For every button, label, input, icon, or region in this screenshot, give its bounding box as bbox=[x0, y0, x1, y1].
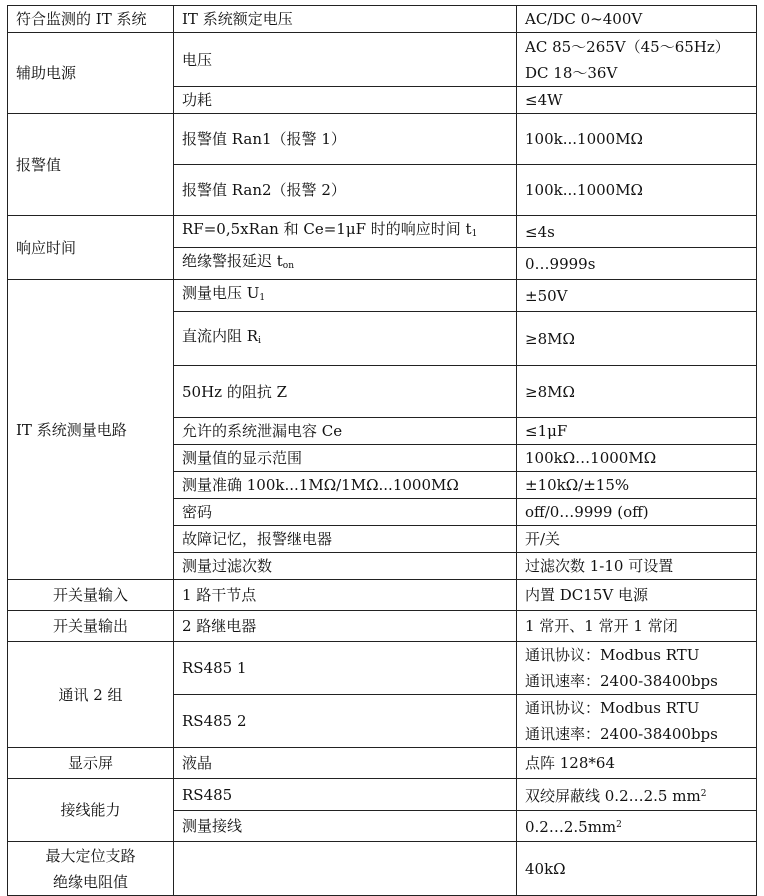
table-row bbox=[8, 842, 757, 896]
param-cell bbox=[174, 280, 517, 312]
param-cell bbox=[174, 312, 517, 366]
category-cell: 通讯 2 组 bbox=[8, 642, 174, 748]
param-cell: 密码 bbox=[174, 499, 517, 526]
value-cell: 1 常开、1 常开 1 常闭 bbox=[517, 611, 757, 642]
category-cell: 辅助电源 bbox=[8, 33, 174, 114]
value-line: AC 85～265V（45～65Hz） bbox=[525, 37, 730, 56]
value-cell bbox=[517, 642, 757, 695]
value-cell: 内置 DC15V 电源 bbox=[517, 580, 757, 611]
value-line: 通讯协议：Modbus RTU bbox=[525, 646, 700, 664]
param-cell: 电压 bbox=[174, 33, 517, 87]
param-cell: 报警值 Ran1（报警 1） bbox=[174, 114, 517, 165]
param-text: RF=0,5xRan 和 Ce=1μF 时的响应时间 t bbox=[182, 220, 472, 238]
value-cell: 0…9999s bbox=[517, 248, 757, 280]
param-cell: 液晶 bbox=[174, 748, 517, 779]
param-cell: 故障记忆，报警继电器 bbox=[174, 526, 517, 553]
value-cell: 100k...1000MΩ bbox=[517, 165, 757, 216]
value-cell: 过滤次数 1-10 可设置 bbox=[517, 553, 757, 580]
value-cell bbox=[517, 33, 757, 87]
param-subscript: 1 bbox=[259, 293, 266, 303]
category-cell: 响应时间 bbox=[8, 216, 174, 280]
category-cell: 接线能力 bbox=[8, 779, 174, 842]
value-cell: 点阵 128*64 bbox=[517, 748, 757, 779]
value-cell: 开/关 bbox=[517, 526, 757, 553]
value-cell: ≤4W bbox=[517, 87, 757, 114]
param-text: 直流内阻 R bbox=[182, 327, 259, 345]
category-line: 绝缘电阻值 bbox=[52, 872, 128, 891]
param-cell: 测量接线 bbox=[174, 811, 517, 842]
param-text: 绝缘警报延迟 t bbox=[182, 252, 283, 270]
value-cell: ≤1μF bbox=[517, 418, 757, 445]
category-cell bbox=[8, 842, 174, 896]
value-cell bbox=[517, 779, 757, 811]
value-cell: 100k...1000MΩ bbox=[517, 114, 757, 165]
value-cell: ≤4s bbox=[517, 216, 757, 248]
value-line: DC 18～36V bbox=[525, 63, 618, 82]
value-text: 双绞屏蔽线 0.2…2.5 mm bbox=[525, 786, 701, 805]
category-cell: 开关量输出 bbox=[8, 611, 174, 642]
param-subscript: on bbox=[282, 261, 295, 271]
param-cell bbox=[174, 216, 517, 248]
param-cell: RS485 bbox=[174, 779, 517, 811]
param-cell bbox=[174, 248, 517, 280]
param-cell: 功耗 bbox=[174, 87, 517, 114]
param-cell: 测量值的显示范围 bbox=[174, 445, 517, 472]
table-row bbox=[8, 580, 757, 611]
table-row bbox=[8, 216, 757, 248]
value-cell: 40kΩ bbox=[517, 842, 757, 896]
value-cell: ≥8MΩ bbox=[517, 312, 757, 366]
table-row bbox=[8, 114, 757, 165]
value-superscript: 2 bbox=[700, 788, 707, 799]
param-cell bbox=[174, 842, 517, 896]
param-cell: RS485 2 bbox=[174, 695, 517, 748]
param-subscript: 1 bbox=[471, 229, 478, 239]
category-cell: 开关量输入 bbox=[8, 580, 174, 611]
value-cell bbox=[517, 811, 757, 842]
value-cell: ±50V bbox=[517, 280, 757, 312]
value-cell bbox=[517, 695, 757, 748]
table-row bbox=[8, 779, 757, 811]
param-cell: 测量过滤次数 bbox=[174, 553, 517, 580]
value-cell: ≥8MΩ bbox=[517, 366, 757, 418]
value-superscript: 2 bbox=[616, 820, 622, 830]
value-line: 通讯速率：2400-38400bps bbox=[525, 672, 718, 690]
param-cell: IT 系统额定电压 bbox=[174, 6, 517, 33]
param-cell: 1 路干节点 bbox=[174, 580, 517, 611]
value-line: 通讯速率：2400-38400bps bbox=[525, 725, 718, 743]
value-cell: 100kΩ…1000MΩ bbox=[517, 445, 757, 472]
table-row bbox=[8, 280, 757, 312]
value-text: 0.2…2.5mm bbox=[525, 818, 617, 836]
param-cell: 2 路继电器 bbox=[174, 611, 517, 642]
param-cell: 测量准确 100k...1MΩ/1MΩ...1000MΩ bbox=[174, 472, 517, 499]
param-cell: 允许的系统泄漏电容 Ce bbox=[174, 418, 517, 445]
table-row bbox=[8, 748, 757, 779]
value-line: 通讯协议：Modbus RTU bbox=[525, 699, 700, 717]
table-row bbox=[8, 611, 757, 642]
table-row bbox=[8, 33, 757, 87]
param-subscript: i bbox=[258, 336, 261, 346]
category-line: 最大定位支路 bbox=[45, 846, 136, 865]
table-row bbox=[8, 6, 757, 33]
spec-table bbox=[7, 5, 757, 896]
param-cell: 50Hz 的阻抗 Z bbox=[174, 366, 517, 418]
category-cell: 符合监测的 IT 系统 bbox=[8, 6, 174, 33]
value-cell: ±10kΩ/±15% bbox=[517, 472, 757, 499]
table-row bbox=[8, 642, 757, 695]
category-cell: 报警值 bbox=[8, 114, 174, 216]
param-cell: RS485 1 bbox=[174, 642, 517, 695]
category-cell: 显示屏 bbox=[8, 748, 174, 779]
value-cell: AC/DC 0~400V bbox=[517, 6, 757, 33]
category-cell: IT 系统测量电路 bbox=[8, 280, 174, 580]
param-cell: 报警值 Ran2（报警 2） bbox=[174, 165, 517, 216]
value-cell: off/0…9999 (off) bbox=[517, 499, 757, 526]
param-text: 测量电压 U bbox=[182, 284, 260, 302]
